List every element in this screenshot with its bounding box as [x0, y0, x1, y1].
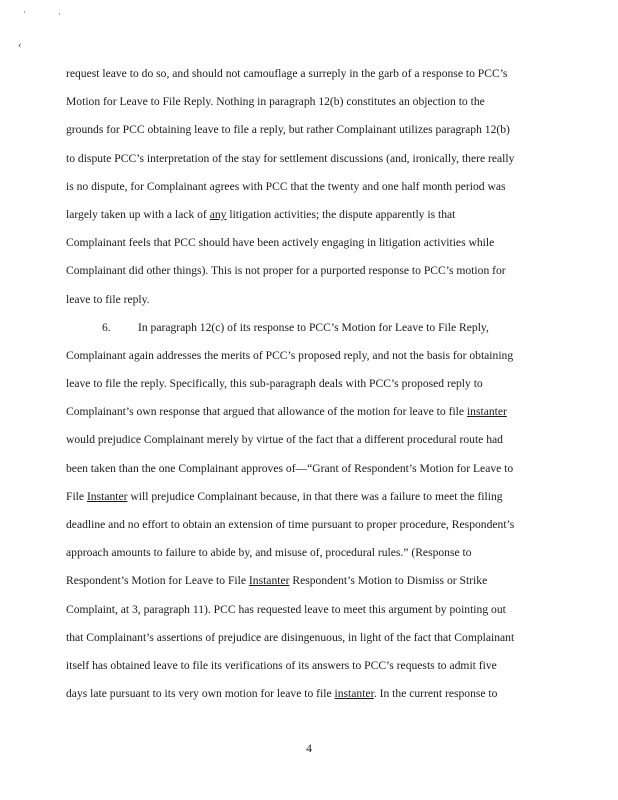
text-line	[66, 571, 536, 599]
text-segment: . In the current response to	[373, 687, 498, 701]
text-line	[66, 205, 536, 233]
text-line	[66, 487, 536, 515]
paragraph-number: 6.	[102, 320, 111, 334]
scan-mark: ·	[58, 9, 61, 19]
body-text	[66, 64, 536, 712]
paragraph-text: In paragraph 12(c) of its response to PCC’s Motion for Leave to File Reply,	[138, 320, 489, 334]
text-line	[66, 402, 536, 430]
text-segment: File	[66, 489, 87, 503]
text-line: request leave to do so, and should not camouflage a surreply in the garb of a response to PCC’s	[66, 67, 508, 80]
underlined-term: Instanter	[86, 489, 128, 503]
text-segment: will prejudice Complainant because, in that there was a failure to meet the filing	[127, 489, 503, 503]
text-segment: largely taken up with a lack of	[66, 207, 210, 221]
text-line: Complainant feels that PCC should have been actively engaging in litigation activities while	[66, 236, 495, 250]
text-segment: days late pursuant to its very own motion for leave to file	[66, 687, 335, 701]
underlined-term: instanter	[466, 405, 507, 419]
text-line: to dispute PCC’s interpretation of the stay for settlement discussions (and, ironically, there really	[66, 151, 515, 165]
text-line: approach amounts to failure to abide by, and misuse of, procedural rules.” (Response to	[66, 546, 472, 560]
scan-mark: ·	[23, 7, 26, 17]
text-line: that Complainant’s assertions of prejudice are disingenuous, in light of the fact that Complainant	[66, 630, 515, 644]
text-line: Complainant again addresses the merits of PCC’s proposed reply, and not the basis for obtaining	[66, 348, 514, 362]
text-line: deadline and no effort to obtain an extension of time pursuant to proper procedure, Respondent’s	[66, 518, 515, 531]
text-line: grounds for PCC obtaining leave to file a reply, but rather Complainant utilizes paragraph 12(b)	[66, 123, 510, 137]
text-segment: litigation activities; the dispute apparently is that	[226, 207, 456, 221]
text-line: Motion for Leave to File Reply. Nothing in paragraph 12(b) constitutes an objection to the	[66, 95, 485, 109]
text-segment: Complainant’s own response that argued that allowance of the motion for leave to file	[66, 405, 467, 419]
text-line: would prejudice Complainant merely by virtue of the fact that a different procedural route had	[66, 433, 503, 447]
page-number: 4	[306, 742, 312, 755]
text-line: Complaint, at 3, paragraph 11). PCC has requested leave to meet this argument by pointing out	[66, 602, 506, 616]
text-line: leave to file the reply. Specifically, this sub-paragraph deals with PCC’s proposed reply to	[66, 377, 483, 391]
underlined-term: instanter	[334, 687, 374, 701]
text-line: Complainant did other things). This is not proper for a purported response to PCC’s motion for	[66, 264, 506, 278]
scan-mark: ‹	[18, 39, 22, 51]
text-line	[66, 318, 536, 346]
text-line: itself has obtained leave to file its verifications of its answers to PCC’s requests to admit five	[66, 658, 497, 672]
text-segment: Respondent’s Motion to Dismiss or Strike	[289, 574, 488, 588]
underlined-term: Instanter	[248, 574, 290, 588]
text-line	[66, 684, 536, 712]
text-segment: Respondent’s Motion for Leave to File	[66, 574, 249, 588]
underlined-term: any	[209, 207, 227, 221]
text-line: leave to file reply.	[66, 292, 150, 306]
text-line: been taken than the one Complainant approves of—“Grant of Respondent’s Motion for Leave to	[66, 461, 514, 475]
text-line: is no dispute, for Complainant agrees with PCC that the twenty and one half month period was	[66, 179, 506, 193]
